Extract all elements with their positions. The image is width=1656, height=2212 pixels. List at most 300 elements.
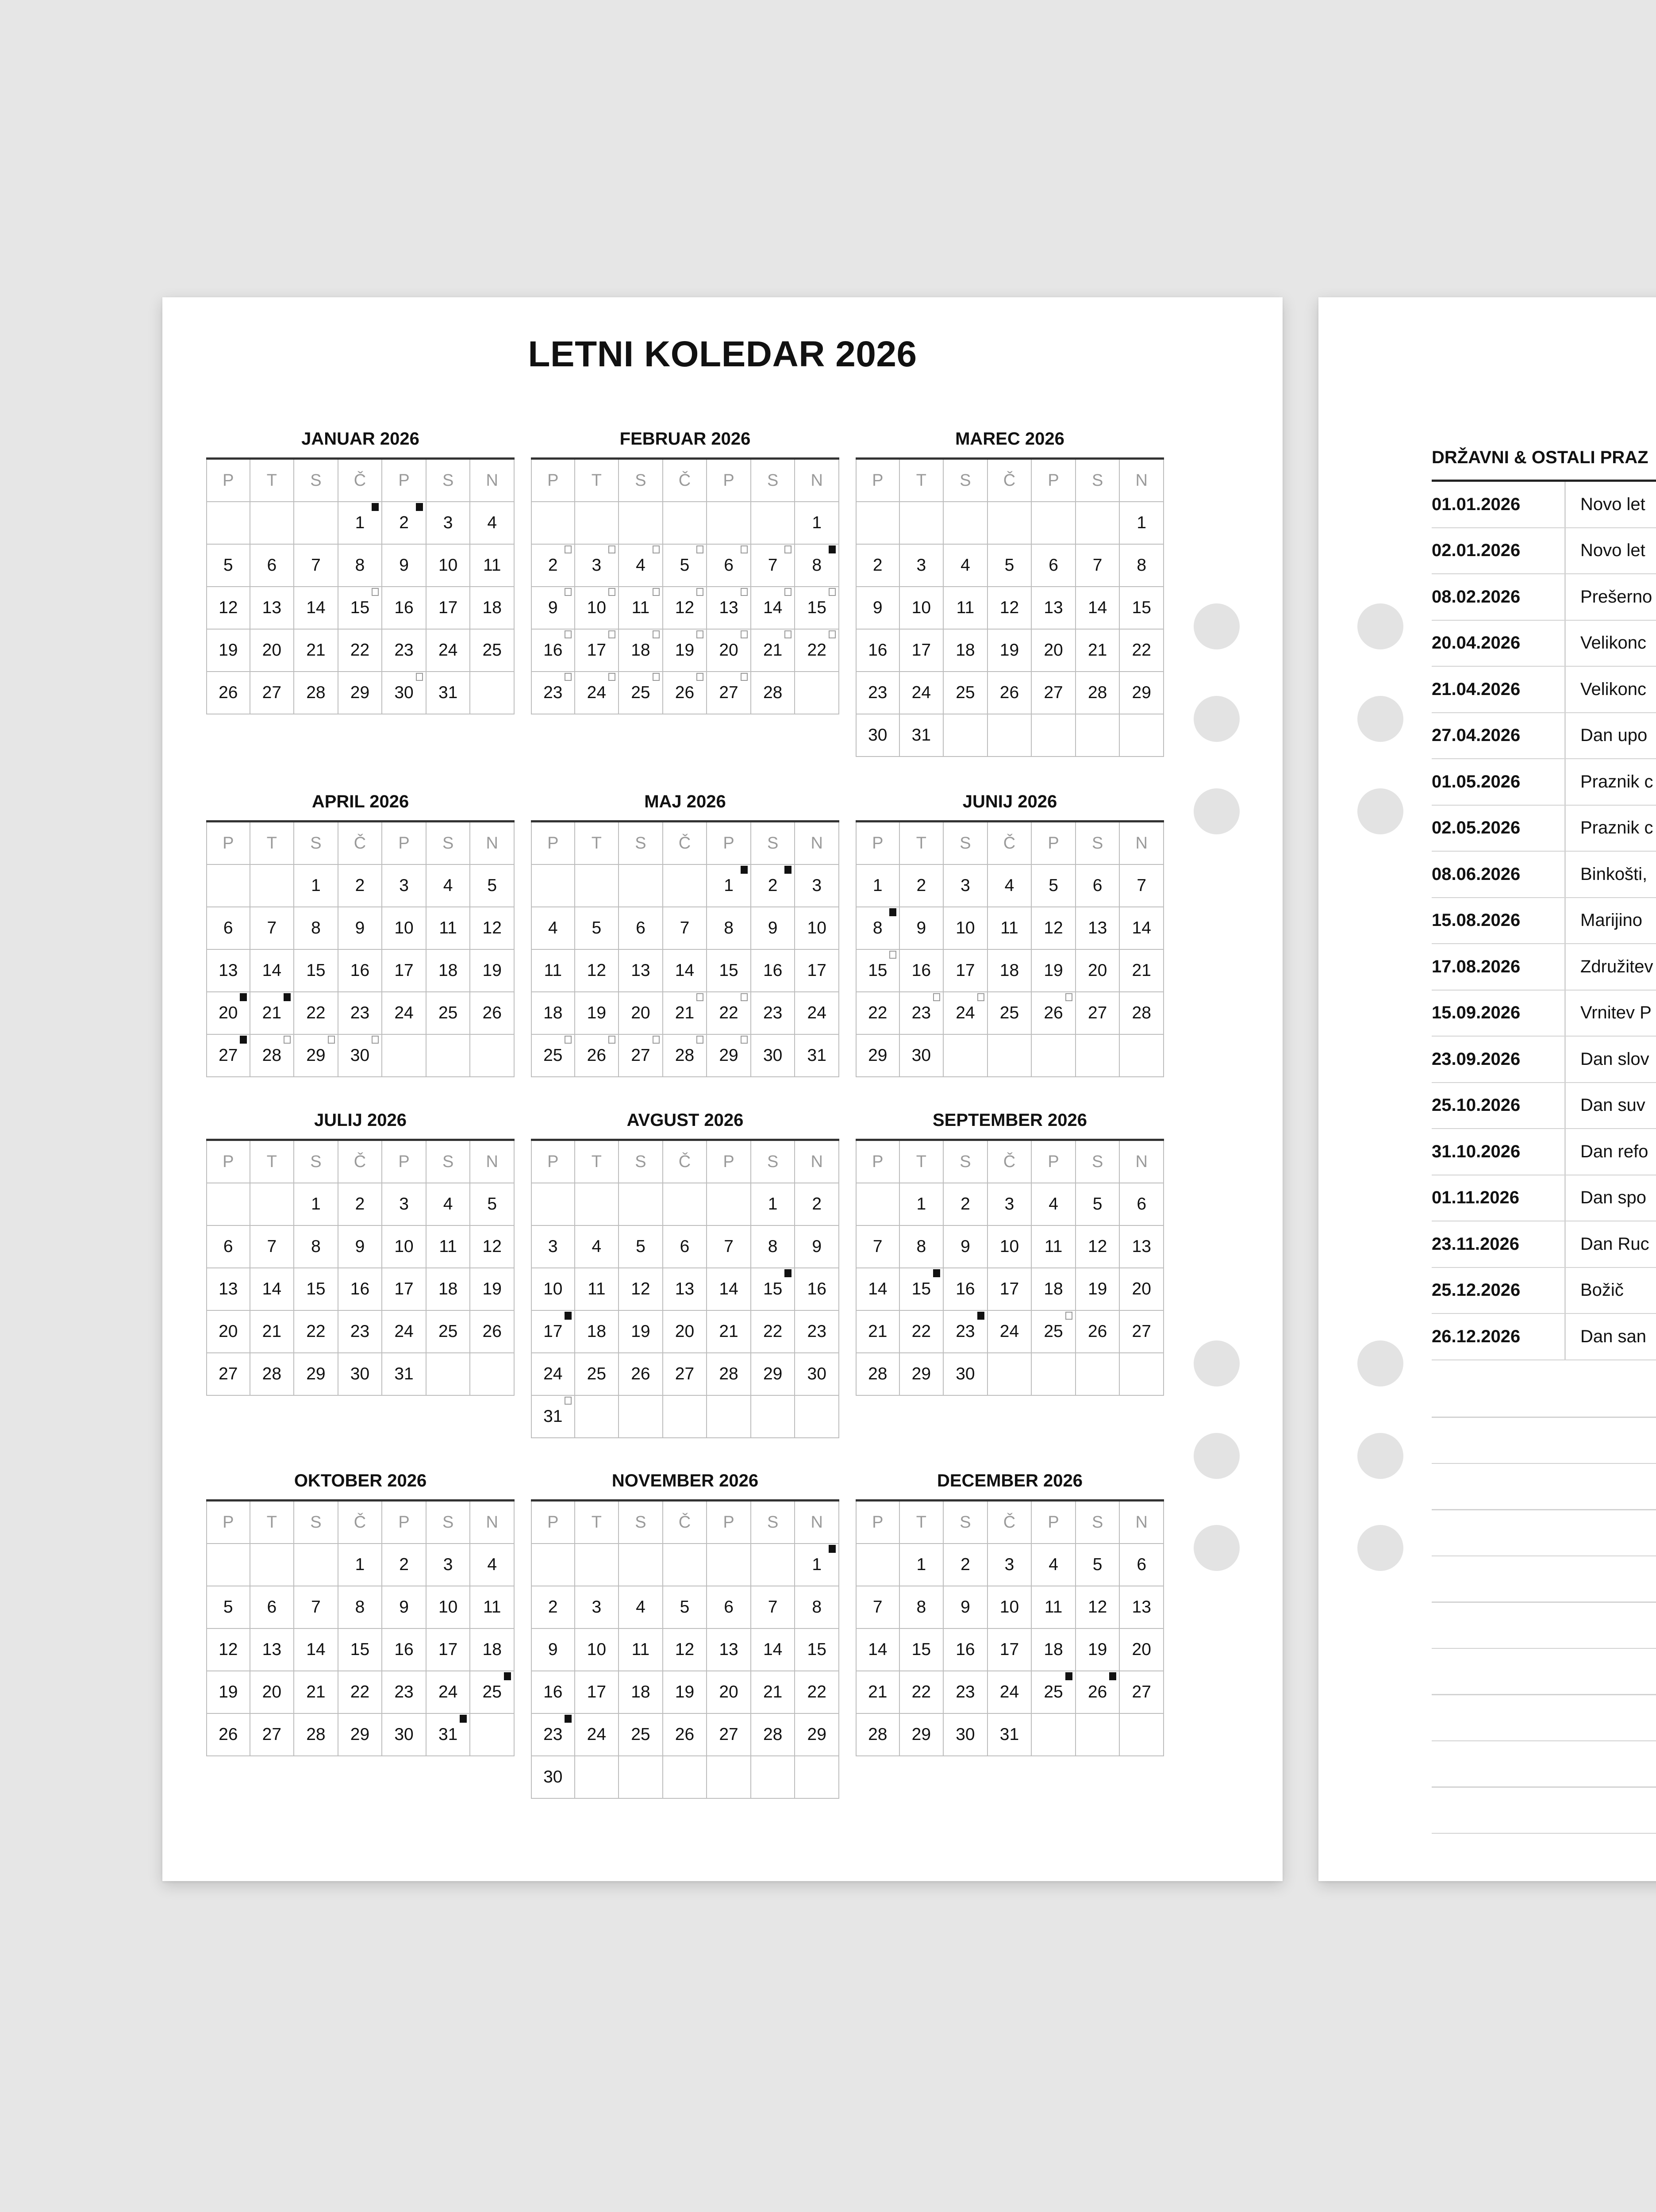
empty-cell [531,502,575,545]
day-cell [294,630,338,672]
day-number: 12 [675,598,695,617]
day-number: 19 [219,1682,238,1701]
empty-cell [663,1183,707,1226]
day-cell [575,1035,619,1077]
day-number: 25 [482,1682,502,1701]
day-cell [944,1226,988,1268]
day-number: 28 [675,1046,695,1065]
empty-cell [250,865,295,907]
day-number: 19 [999,641,1019,660]
day-cell [944,1629,988,1671]
day-cell [426,630,471,672]
empty-cell [426,1353,471,1396]
day-cell [795,502,839,545]
day-cell [338,992,383,1035]
day-number: 24 [438,641,458,660]
day-number: 26 [1087,1682,1107,1701]
day-cell [531,907,575,950]
day-cell [944,1311,988,1353]
day-number: 20 [675,1322,695,1341]
day-number: 19 [675,641,695,660]
holiday-row [1432,898,1656,945]
empty-cell [856,1544,900,1586]
holiday-flag-icon [1065,1672,1072,1680]
day-cell [531,630,575,672]
day-cell [250,1035,295,1077]
day-number: 1 [1137,513,1147,532]
binder-hole [1194,1525,1240,1571]
day-cell [294,1629,338,1671]
weekday-header: P [531,822,575,865]
day-number: 14 [262,1279,282,1298]
weekday-header: S [426,460,471,502]
day-cell [856,1714,900,1756]
day-number: 4 [487,513,497,532]
day-number: 18 [543,1003,563,1022]
column-separator [1564,713,1566,759]
weekday-header: S [619,460,663,502]
day-cell [751,1226,795,1268]
day-number: 14 [763,598,783,617]
holiday-flag-icon [784,866,791,874]
day-cell [751,1586,795,1629]
day-cell [382,545,426,587]
day-number: 10 [438,556,458,575]
day-number: 28 [763,683,783,702]
day-number: 10 [956,918,975,937]
day-number: 2 [355,1194,365,1214]
day-number: 14 [868,1279,888,1298]
day-cell [1120,545,1164,587]
day-cell [338,907,383,950]
empty-cell [619,1183,663,1226]
weekday-header: N [470,1141,515,1183]
day-number: 7 [311,556,321,575]
day-cell [1076,1671,1120,1714]
day-number: 16 [394,1640,414,1659]
empty-cell [1076,1035,1120,1077]
day-number: 23 [911,1003,931,1022]
day-number: 6 [680,1237,690,1256]
day-number: 3 [1004,1555,1014,1574]
weekday-header: S [426,1502,471,1544]
day-cell [382,1226,426,1268]
day-number: 6 [223,918,233,937]
day-cell [382,907,426,950]
day-cell [663,587,707,630]
month-grid [531,1139,839,1438]
observance-flag-icon [933,993,940,1001]
day-cell [795,992,839,1035]
day-cell [531,1311,575,1353]
empty-cell [470,1714,515,1756]
day-cell [250,545,295,587]
holiday-date: 01.01.2026 [1432,494,1521,514]
day-cell [707,587,751,630]
day-number: 23 [956,1682,975,1701]
day-number: 30 [956,1364,975,1383]
day-cell [751,545,795,587]
day-cell [795,865,839,907]
day-number: 4 [592,1237,602,1256]
day-cell [206,1586,250,1629]
day-cell [944,587,988,630]
day-cell [663,907,707,950]
holiday-name: Združitev [1580,956,1653,976]
day-number: 6 [223,1237,233,1256]
day-cell [250,1311,295,1353]
day-number: 2 [872,556,883,575]
day-number: 26 [219,1725,238,1744]
binder-hole [1357,1525,1403,1571]
day-cell [795,907,839,950]
day-number: 21 [262,1003,282,1022]
day-cell [795,545,839,587]
month-grid [531,457,839,714]
day-cell [1120,1671,1164,1714]
day-number: 28 [306,683,326,702]
day-cell [900,1586,944,1629]
day-number: 11 [631,598,650,617]
day-number: 12 [1087,1237,1107,1256]
day-number: 2 [399,1555,409,1574]
day-cell [856,714,900,757]
day-number: 9 [548,1640,558,1659]
day-cell [751,865,795,907]
day-number: 3 [812,876,822,895]
day-cell [856,1353,900,1396]
day-number: 10 [587,598,607,617]
day-number: 15 [350,1640,370,1659]
day-number: 23 [394,1682,414,1701]
day-cell [856,1671,900,1714]
day-number: 2 [399,513,409,532]
month-title: MAJ 2026 [644,792,726,811]
weekday-header: P [856,822,900,865]
empty-cell [575,502,619,545]
holiday-row [1432,574,1656,621]
day-number: 4 [1049,1194,1058,1214]
day-cell [619,992,663,1035]
day-number: 20 [1132,1640,1151,1659]
day-number: 3 [592,1598,602,1617]
day-number: 31 [394,1364,414,1383]
holiday-flag-icon [416,503,423,511]
day-number: 20 [219,1322,238,1341]
day-number: 22 [911,1682,931,1701]
day-number: 2 [548,1598,558,1617]
day-cell [338,1544,383,1586]
empty-cell [531,1544,575,1586]
day-cell [426,1544,471,1586]
observance-flag-icon [784,545,791,553]
day-cell [338,545,383,587]
day-number: 26 [631,1364,650,1383]
weekday-header: N [1120,1502,1164,1544]
day-cell [1120,992,1164,1035]
day-number: 4 [1004,876,1014,895]
observance-flag-icon [784,630,791,638]
day-cell [900,1311,944,1353]
weekday-header: S [1076,1502,1120,1544]
weekday-header: S [944,1141,988,1183]
day-number: 9 [768,918,778,937]
weekday-header: P [1032,822,1076,865]
weekday-header: Č [988,822,1032,865]
note-line [1432,1463,1656,1464]
day-cell [426,1714,471,1756]
day-cell [470,1268,515,1311]
weekday-header: Č [338,822,383,865]
day-cell [707,1311,751,1353]
day-number: 8 [355,1598,365,1617]
binder-hole [1357,696,1403,742]
observance-flag-icon [977,993,984,1001]
month-calendar [856,1467,1164,1756]
observance-flag-icon [565,588,572,596]
day-number: 26 [587,1046,607,1065]
day-number: 18 [438,1279,458,1298]
holidays-title: DRŽAVNI & OSTALI PRAZ [1432,448,1648,467]
day-cell [856,865,900,907]
observance-flag-icon [284,1036,291,1044]
weekday-header: S [294,1141,338,1183]
day-cell [663,1353,707,1396]
day-cell [575,1586,619,1629]
day-number: 14 [306,1640,326,1659]
day-number: 14 [675,961,695,980]
day-cell [470,907,515,950]
day-number: 16 [763,961,783,980]
day-cell [795,1671,839,1714]
day-cell [707,672,751,714]
day-number: 20 [262,1682,282,1701]
day-cell [900,1035,944,1077]
day-number: 19 [631,1322,650,1341]
day-cell [382,992,426,1035]
day-cell [988,1183,1032,1226]
day-cell [751,1035,795,1077]
weekday-header: T [250,1141,295,1183]
day-number: 24 [438,1682,458,1701]
day-cell [900,545,944,587]
day-cell [294,672,338,714]
day-cell [944,630,988,672]
day-cell [382,1671,426,1714]
binder-hole [1194,1433,1240,1479]
note-line [1432,1601,1656,1603]
weekday-header: S [1076,822,1120,865]
weekday-header: N [795,1502,839,1544]
day-number: 31 [543,1407,563,1426]
day-number: 19 [219,641,238,660]
weekday-header: P [856,1502,900,1544]
day-number: 8 [916,1598,926,1617]
day-number: 11 [483,556,501,575]
weekday-header: S [619,1141,663,1183]
day-number: 1 [872,876,883,895]
day-cell [531,1268,575,1311]
month-calendar [206,1467,515,1756]
empty-cell [206,502,250,545]
day-number: 1 [724,876,734,895]
day-cell [619,1353,663,1396]
day-number: 17 [394,1279,414,1298]
observance-flag-icon [741,545,748,553]
day-number: 17 [543,1322,563,1341]
day-cell [663,1035,707,1077]
day-number: 16 [956,1279,975,1298]
day-cell [206,1714,250,1756]
day-number: 29 [911,1364,931,1383]
day-number: 1 [812,1555,822,1574]
empty-cell [663,502,707,545]
note-line [1432,1740,1656,1742]
day-number: 25 [543,1046,563,1065]
day-cell [575,1226,619,1268]
holiday-date: 21.04.2026 [1432,679,1521,699]
day-number: 13 [219,1279,238,1298]
observance-flag-icon [565,1036,572,1044]
day-number: 9 [355,1237,365,1256]
day-cell [575,587,619,630]
binder-hole [1194,788,1240,834]
day-cell [294,865,338,907]
holiday-flag-icon [240,993,247,1001]
holiday-date: 01.05.2026 [1432,772,1521,791]
weekday-header: S [426,822,471,865]
observance-flag-icon [653,630,660,638]
day-cell [900,1544,944,1586]
day-cell [988,630,1032,672]
day-number: 5 [487,1194,497,1214]
day-cell [944,950,988,992]
day-cell [707,1268,751,1311]
day-cell [1076,907,1120,950]
day-cell [1120,950,1164,992]
day-number: 8 [311,1237,321,1256]
day-cell [575,1311,619,1353]
calendar-page [162,297,1283,1881]
weekday-header: P [707,460,751,502]
day-cell [338,1226,383,1268]
day-number: 4 [961,556,970,575]
holiday-row [1432,528,1656,575]
day-cell [988,865,1032,907]
day-number: 12 [219,598,238,617]
day-number: 1 [311,1194,321,1214]
day-number: 27 [719,1725,738,1744]
weekday-header: S [1076,460,1120,502]
day-number: 18 [999,961,1019,980]
day-number: 11 [956,598,975,617]
day-number: 8 [812,1598,822,1617]
day-number: 3 [1004,1194,1014,1214]
day-number: 26 [999,683,1019,702]
day-cell [382,1586,426,1629]
day-cell [338,1311,383,1353]
day-cell [338,950,383,992]
day-number: 11 [1000,918,1018,937]
day-number: 24 [999,1322,1019,1341]
day-number: 8 [355,556,365,575]
day-number: 21 [868,1322,888,1341]
day-number: 15 [868,961,888,980]
empty-cell [426,1035,471,1077]
day-cell [294,1035,338,1077]
column-separator [1564,1083,1566,1129]
day-number: 23 [543,683,563,702]
day-number: 6 [1092,876,1103,895]
column-separator [1564,991,1566,1036]
day-number: 20 [1087,961,1107,980]
column-separator [1564,621,1566,666]
day-cell [338,1353,383,1396]
weekday-header: S [751,822,795,865]
month-grid [856,1139,1164,1396]
day-cell [426,502,471,545]
day-cell [900,714,944,757]
day-cell [470,1226,515,1268]
day-cell [944,1268,988,1311]
day-number: 28 [763,1725,783,1744]
day-number: 8 [812,556,822,575]
day-cell [988,1586,1032,1629]
holiday-name: Novo let [1580,494,1645,514]
weekday-header: S [944,1502,988,1544]
holiday-date: 15.09.2026 [1432,1003,1521,1023]
holiday-row [1432,759,1656,806]
empty-cell [988,502,1032,545]
day-cell [575,950,619,992]
day-number: 14 [306,598,326,617]
day-cell [619,630,663,672]
day-number: 29 [306,1046,326,1065]
day-cell [1076,1544,1120,1586]
day-cell [294,1183,338,1226]
day-cell [338,1671,383,1714]
day-number: 19 [1044,961,1063,980]
day-number: 20 [1132,1279,1151,1298]
day-number: 10 [543,1279,563,1298]
day-cell [663,1311,707,1353]
month-title: JULIJ 2026 [314,1110,407,1130]
day-cell [619,950,663,992]
day-number: 8 [872,918,883,937]
day-number: 25 [631,1725,650,1744]
empty-cell [575,1396,619,1438]
day-number: 8 [768,1237,778,1256]
column-separator [1564,898,1566,944]
day-number: 9 [961,1598,970,1617]
day-number: 25 [956,683,975,702]
day-number: 24 [394,1322,414,1341]
holiday-date: 31.10.2026 [1432,1141,1521,1161]
day-cell [1032,672,1076,714]
day-number: 9 [916,918,926,937]
day-cell [944,545,988,587]
day-cell [944,1353,988,1396]
holiday-row [1432,1314,1656,1360]
holiday-name: Dan san [1580,1326,1646,1346]
day-number: 17 [999,1279,1019,1298]
column-separator [1564,528,1566,574]
day-cell [1120,907,1164,950]
empty-cell [250,502,295,545]
day-number: 3 [443,1555,453,1574]
column-separator [1564,667,1566,712]
day-cell [426,672,471,714]
